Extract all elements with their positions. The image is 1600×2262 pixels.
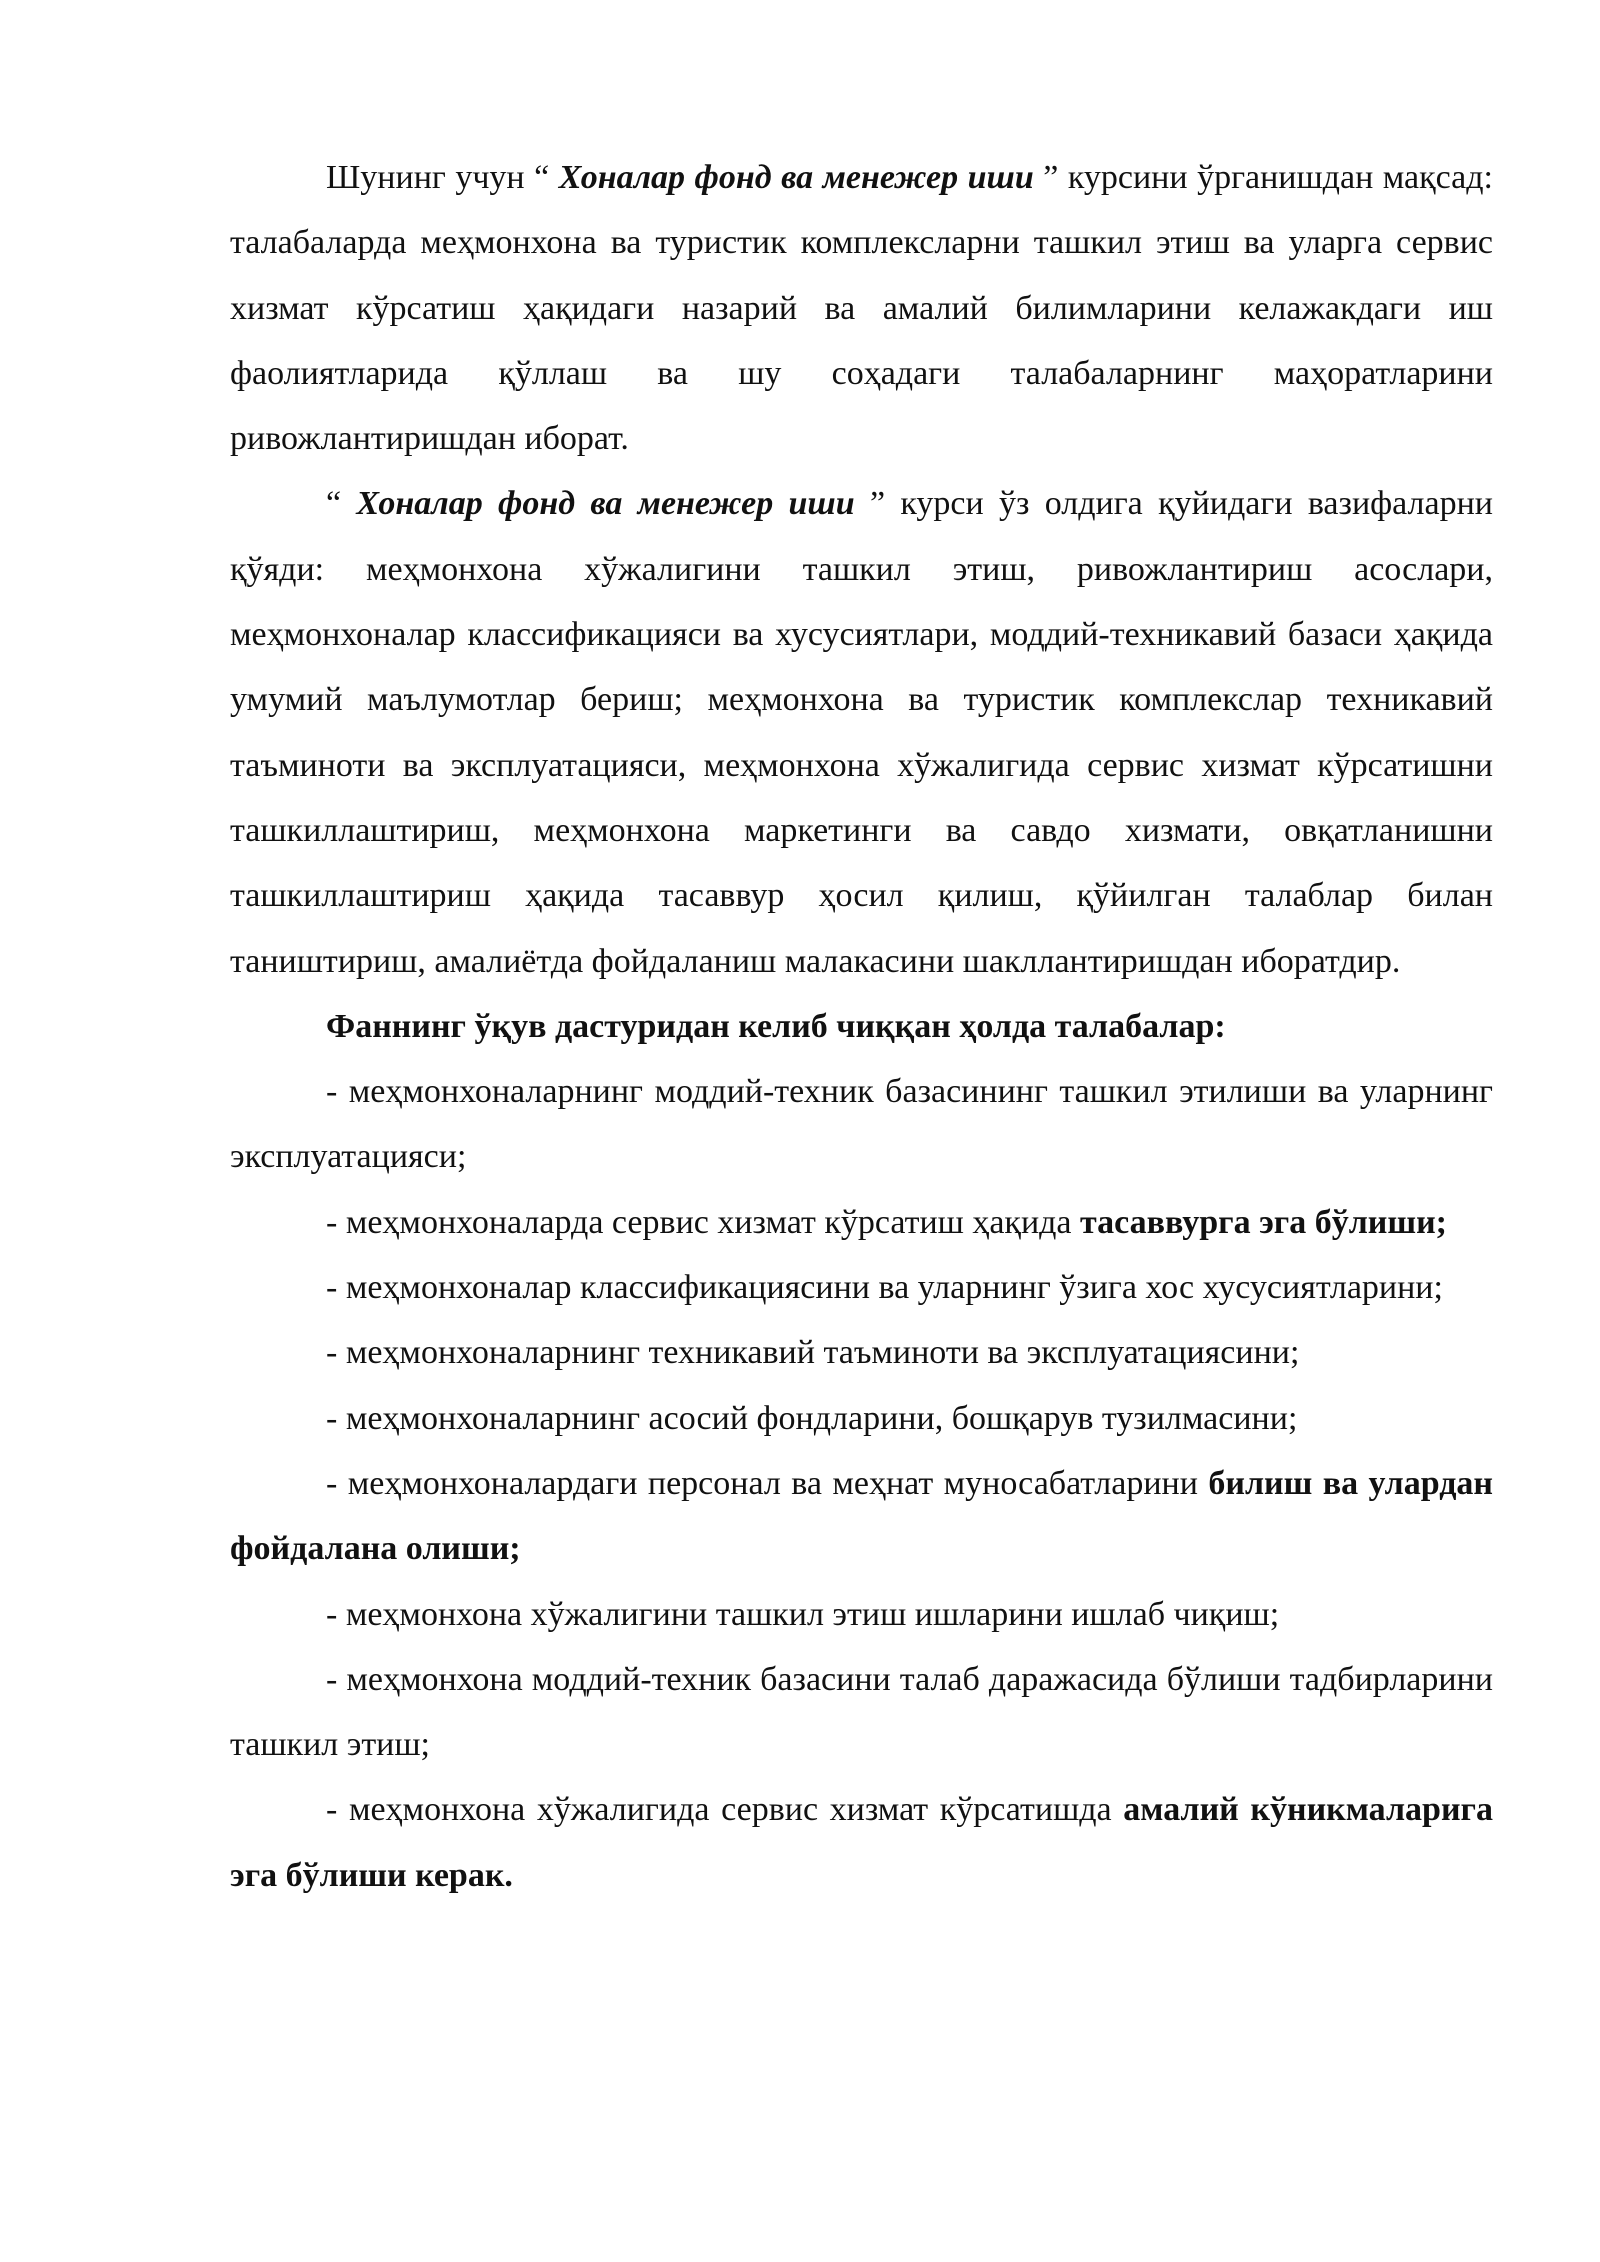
list-item-text: - меҳмонхона хўжалигида сервис хизмат кўрсатишда (326, 1791, 1124, 1829)
paragraph-course-goal (230, 145, 1493, 471)
list-item-text: - меҳмонхоналарнинг моддий-техник базасининг ташкил этилиши ва уларнинг эксплуатацияси; (230, 1073, 1493, 1176)
section-heading: Фаннинг ўқув дастуридан келиб чиққан ҳолда талабалар: (326, 1007, 1226, 1045)
list-item-text: - меҳмонхоналардаги персонал ва меҳнат муносабатларини (326, 1464, 1209, 1502)
list-item-emphasis: билиш ва улардан фойдалана олиши; (230, 1464, 1493, 1568)
list-item-text: - меҳмонхоналарнинг техникавий таъминоти ва эксплуатациясини; (326, 1334, 1300, 1372)
course-title: Хоналар фонд ва менежер иши (356, 485, 855, 523)
list-item-text: - меҳмонхона моддий-техник базасини талаб даражасида бўлиши тадбирларини ташкил этиш; (230, 1660, 1493, 1764)
list-item-text: - меҳмонхоналарнинг асосий фондларини, бошқарув тузилмасини; (326, 1399, 1298, 1437)
list-item (230, 1451, 1493, 1582)
course-title: Хоналар фонд ва менежер иши (558, 159, 1034, 196)
paragraph-text: ” курсини ўрганишдан мақсад: талабаларда меҳмонхона ва туристик комплексларни ташкил этиш ва уларга сервис хизмат кўрсатиш ҳақидаги назарий ва амалий билимларини келажакдаги иш фаолиятларида қўллаш ва шу соҳадаги талабаларнинг маҳоратларини ривожлантиришдан иборат. (230, 159, 1494, 458)
paragraph-text: Шунинг учун “ (326, 159, 559, 196)
list-item (230, 1255, 1493, 1320)
paragraph-text: ” курси ўз олдига қуйидаги вазифаларни қўяди: меҳмонхона хўжалигини ташкил этиш, ривожлантириш асослари, меҳмонхоналар классификацияси ва хусусиятлари, моддий-техникавий базаси ҳақида умумий маълумотлар бериш; меҳмонхона ва туристик комплекслар техникавий таъминоти ва эксплуатацияси, меҳмонхона хўжалигида сервис хизмат кўрсатишни ташкиллаштириш, меҳмонхона маркетинги ва савдо хизмати, овқатланишни ташкиллаштириш ҳақида тасаввур ҳосил қилиш, қўйилган талаблар билан таништириш, амалиётда фойдаланиш малакасини шакллантиришдан иборатдир. (230, 485, 1494, 980)
list-item (230, 1386, 1493, 1451)
list-item (230, 1647, 1493, 1778)
list-item-emphasis: амалий кўникмаларига эга бўлиши керак. (230, 1791, 1493, 1894)
paragraph-course-tasks (230, 471, 1493, 993)
list-item-text: - меҳмонхоналар классификациясини ва уларнинг ўзига хос хусусиятларини; (326, 1269, 1443, 1307)
list-item (230, 1320, 1493, 1385)
list-item (230, 1190, 1493, 1255)
list-item (230, 1777, 1493, 1908)
paragraph-text: “ (326, 485, 357, 523)
list-item-text: - меҳмонхона хўжалигини ташкил этиш ишларини ишлаб чиқиш; (326, 1595, 1280, 1633)
list-item-emphasis: тасаввурга эга бўлиши; (1080, 1203, 1447, 1241)
document-body (230, 145, 1493, 1908)
list-item (230, 1059, 1493, 1190)
list-item-text: - меҳмонхоналарда сервис хизмат кўрсатиш ҳақида (326, 1203, 1081, 1241)
list-item (230, 1582, 1493, 1647)
